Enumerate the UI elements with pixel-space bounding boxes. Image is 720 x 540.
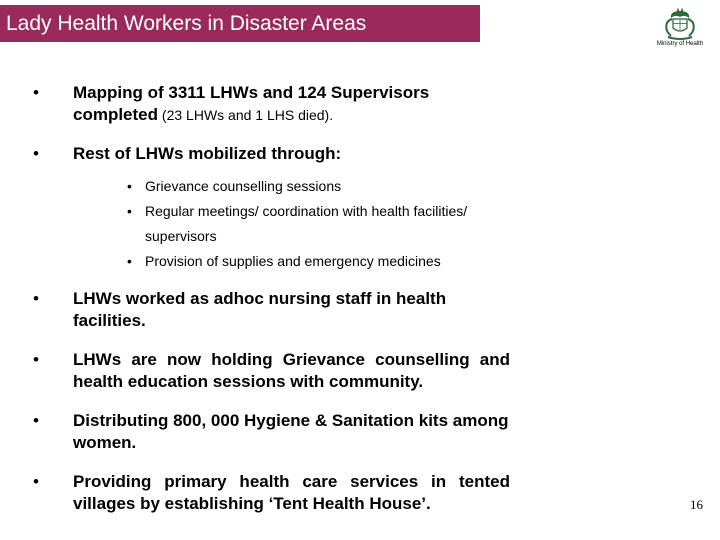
sub-item-text: Provision of supplies and emergency medicines bbox=[145, 253, 441, 269]
bullet-marker: • bbox=[33, 350, 39, 369]
sub-bullet-marker: • bbox=[127, 203, 132, 219]
sub-item-meetings bbox=[127, 199, 510, 249]
slide-content bbox=[30, 82, 510, 532]
bullet-text: LHWs are now holding Grievance counselling and health education sessions with community. bbox=[73, 350, 510, 391]
bullet-counselling bbox=[30, 349, 510, 393]
bullet-text: Providing primary health care services in tented villages by establishing ‘Tent Health House’. bbox=[73, 472, 510, 513]
sub-bullet-marker: • bbox=[127, 178, 132, 194]
page-number: 16 bbox=[690, 497, 703, 512]
mobilization-sub-list bbox=[30, 174, 510, 274]
bullet-text: Distributing 800, 000 Hygiene & Sanitation kits among women. bbox=[73, 411, 509, 452]
bullet-note: (23 LHWs and 1 LHS died). bbox=[158, 107, 334, 123]
bullet-text: Rest of LHWs mobilized through: bbox=[73, 144, 342, 163]
slide-title: Lady Health Workers in Disaster Areas bbox=[0, 5, 480, 42]
bullet-hygiene-kits bbox=[30, 410, 510, 454]
bullet-text: Mapping of 3311 LHWs and 124 Supervisors completed bbox=[73, 83, 430, 124]
sub-item-text: Regular meetings/ coordination with health facilities/ supervisors bbox=[145, 203, 468, 244]
bullet-mapping bbox=[30, 82, 510, 126]
bullet-mobilized bbox=[30, 143, 510, 165]
bullet-marker: • bbox=[33, 411, 39, 430]
bullet-tent-health-house bbox=[30, 471, 510, 515]
bullet-nursing-staff bbox=[30, 288, 510, 332]
ministry-emblem-icon bbox=[660, 8, 700, 42]
sub-item-supplies bbox=[127, 249, 510, 274]
bullet-marker: • bbox=[33, 472, 39, 491]
bullet-marker: • bbox=[33, 144, 39, 163]
bullet-marker: • bbox=[33, 83, 39, 102]
sub-item-text: Grievance counselling sessions bbox=[145, 178, 342, 194]
ministry-label: Ministry of Health bbox=[656, 41, 704, 47]
bullet-text: LHWs worked as adhoc nursing staff in health facilities. bbox=[73, 289, 447, 330]
sub-item-grievance bbox=[127, 174, 510, 199]
sub-bullet-marker: • bbox=[127, 253, 132, 269]
bullet-marker: • bbox=[33, 289, 39, 308]
